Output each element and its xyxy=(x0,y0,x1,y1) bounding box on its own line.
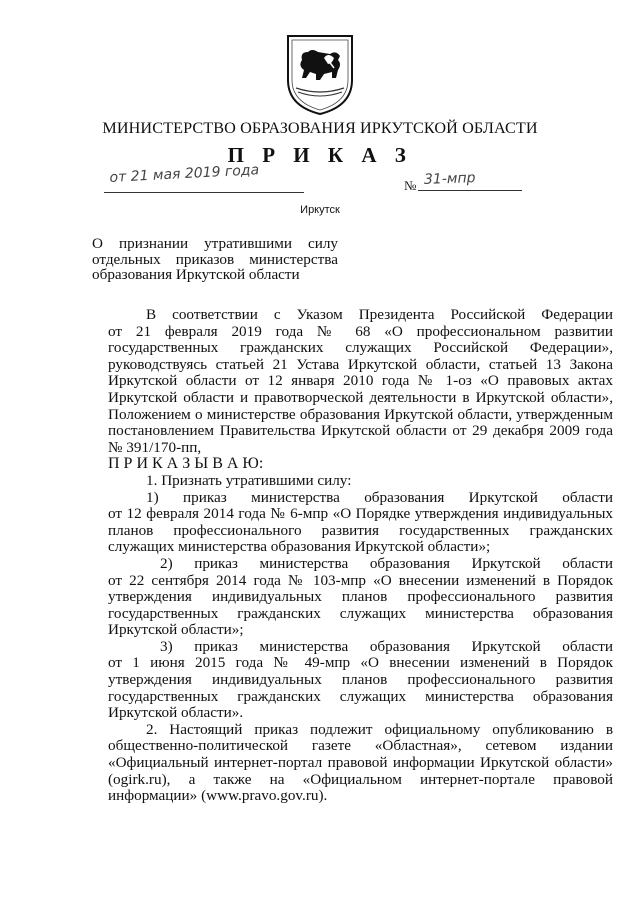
order-body xyxy=(108,307,613,805)
sub-item-2 xyxy=(108,556,613,639)
text-line: Положением о министерстве образования Иркутской области, утвержденным xyxy=(108,405,613,423)
item-1-heading: 1. Признать утратившими силу: xyxy=(146,471,352,489)
order-subject xyxy=(92,236,338,283)
text-line: руководствуясь статьей 21 Устава Иркутской области, статьей 13 Закона xyxy=(108,355,613,373)
subject-line: образования Иркутской области xyxy=(92,266,300,283)
text-line: Иркутской области». xyxy=(108,704,244,722)
text-line: 2) приказ министерства образования Иркутской области xyxy=(160,554,613,572)
irkutsk-coat-of-arms-icon xyxy=(284,30,356,116)
text-line: (ogirk.ru), а также на «Официальном интернет-портале правовой xyxy=(108,770,613,788)
text-line: 1) приказ министерства образования Иркутской области xyxy=(146,488,613,506)
text-line: утверждения индивидуальных планов профессионального развития xyxy=(108,588,613,606)
text-line: от 21 февраля 2019 года № 68 «О профессиональном развитии xyxy=(108,322,613,340)
text-line: от 22 сентября 2014 года № 103-мпр «О внесении изменений в Порядок xyxy=(108,571,613,589)
text-line: государственных гражданских служащих министерства образования xyxy=(108,604,613,622)
text-line: Иркутской области и правотворческой деятельности в Иркутской области», xyxy=(108,388,613,406)
text-line: государственных гражданских служащих Российской Федерации», xyxy=(108,339,613,357)
handwritten-date: от 21 мая 2019 года xyxy=(109,162,260,186)
document-type-title: П Р И К А З xyxy=(227,143,413,167)
text-line: № 391/170-пп, xyxy=(108,438,202,456)
text-line: Иркутской области»; xyxy=(108,621,244,639)
text-line: общественно-политической газете «Областная», сетевом издании xyxy=(108,737,613,755)
item-2 xyxy=(108,722,613,805)
ministry-name: МИНИСТЕРСТВО ОБРАЗОВАНИЯ ИРКУТСКОЙ ОБЛАСТИ xyxy=(102,119,538,137)
text-line: 2. Настоящий приказ подлежит официальному опубликованию в xyxy=(146,720,613,738)
text-line: В соответствии с Указом Президента Российской Федерации xyxy=(146,306,613,323)
sub-item-1 xyxy=(108,490,613,556)
sub-item-3 xyxy=(108,639,613,722)
text-line: информации» (www.pravo.gov.ru). xyxy=(108,787,328,805)
number-label: № xyxy=(404,178,417,193)
text-line: «Официальный интернет-портал правовой информации Иркутской области» xyxy=(108,754,613,772)
text-line: государственных гражданских служащих министерства образования xyxy=(108,687,613,705)
handwritten-number: 31-мпр xyxy=(423,170,476,188)
subject-line: отдельных приказов министерства xyxy=(92,250,338,268)
text-line: Иркутской области от 12 января 2010 года № 1-оз «О правовых актах xyxy=(108,372,613,390)
text-line: от 12 февраля 2014 года № 6-мпр «О Порядке утверждения индивидуальных xyxy=(108,505,613,523)
preamble-paragraph xyxy=(108,307,613,456)
text-line: от 1 июня 2015 года № 49-мпр «О внесении изменений в Порядок xyxy=(108,654,613,672)
text-line: утверждения индивидуальных планов профессионального развития xyxy=(108,671,613,689)
text-line: служащих министерства образования Иркутской области»; xyxy=(108,538,491,556)
text-line: 3) приказ министерства образования Иркутской области xyxy=(160,637,613,655)
text-line: постановлением Правительства Иркутской области от 29 декабря 2009 года xyxy=(108,422,613,440)
order-word: П Р И К А З Ы В А Ю: xyxy=(108,455,264,473)
number-underline xyxy=(418,190,522,191)
subject-line: О признании утратившими силу xyxy=(92,235,338,252)
city-name: Иркутск xyxy=(300,204,340,216)
text-line: планов профессионального развития государственных гражданских xyxy=(108,521,613,539)
